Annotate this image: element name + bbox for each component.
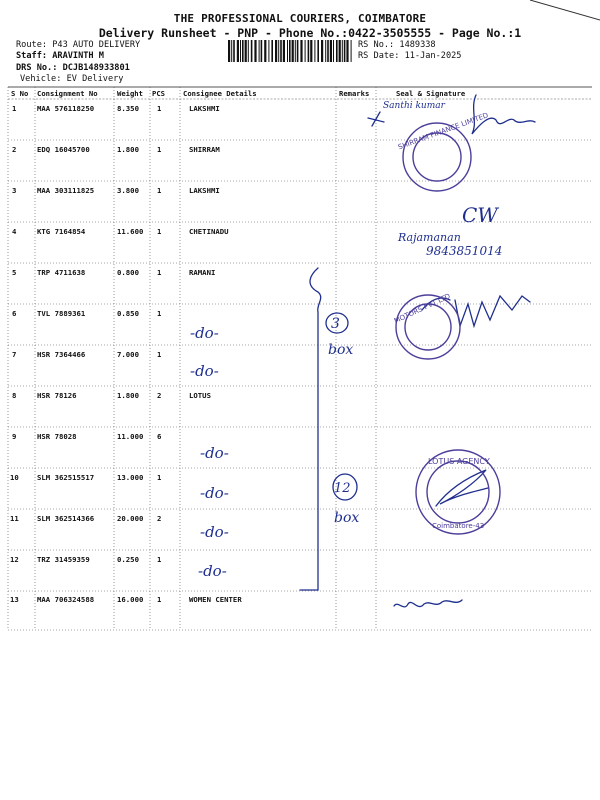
row-pcs: 1	[157, 555, 162, 564]
row-consignment: MAA 706324588	[37, 595, 95, 604]
box-note-2: box	[334, 510, 360, 526]
stamp3-sub: Coimbatore-43	[432, 522, 485, 530]
row-pcs: 2	[157, 391, 162, 400]
row-consignee: LAKSHMI	[189, 186, 220, 195]
row-pcs: 1	[157, 595, 162, 604]
route-label: Route: P43 AUTO DELIVERY	[16, 40, 141, 50]
row-sno: 6	[12, 309, 17, 318]
row-consignee: LOTUS	[189, 391, 211, 400]
row-pcs: 1	[157, 227, 162, 236]
ditto-row6: -do-	[190, 324, 219, 342]
box-note-1: box	[328, 342, 354, 358]
rs-number: RS No.: 1489338	[358, 40, 436, 50]
stamp3-text: LOTUS AGENCY	[428, 457, 490, 466]
row-weight: 0.250	[117, 555, 139, 564]
row-pcs: 1	[157, 473, 162, 482]
stamp2-text: MOTORS PVT LTD	[392, 292, 452, 326]
signature-row10	[436, 470, 488, 506]
ditto-row9: -do-	[200, 444, 229, 462]
row-sno: 4	[12, 227, 17, 236]
row-consignment: TRP 4711638	[37, 268, 86, 277]
drs-label: DRS No.: DCJB148933801	[16, 63, 130, 73]
row-pcs: 1	[157, 268, 162, 277]
ditto-row11: -do-	[200, 523, 229, 541]
col-header-seal: Seal & Signature	[396, 89, 466, 98]
row-consignment: MAA 303111825	[37, 186, 95, 195]
signature-row13	[394, 600, 462, 607]
row-consignment: KTG 7164854	[37, 227, 86, 236]
row-sno: 1	[12, 104, 17, 113]
vehicle-label: Vehicle: EV Delivery	[20, 74, 124, 84]
row-consignment: TVL 7889361	[37, 309, 86, 318]
cross-mark	[368, 112, 384, 126]
row-consignment: TRZ 31459359	[37, 555, 90, 564]
ditto-row12: -do-	[198, 562, 227, 580]
col-header-consignee: Consignee Details	[183, 89, 257, 98]
row-sno: 8	[12, 391, 17, 400]
row-weight: 11.600	[117, 227, 144, 236]
row-sno: 2	[12, 145, 17, 154]
row-consignee: RAMANI	[189, 268, 216, 277]
row-weight: 0.800	[117, 268, 139, 277]
row-sno: 12	[10, 555, 19, 564]
row-consignee: CHETINADU	[189, 227, 229, 236]
row-weight: 8.350	[117, 104, 139, 113]
row-pcs: 1	[157, 350, 162, 359]
row-pcs: 1	[157, 309, 162, 318]
name-row4: Rajamanan	[398, 231, 461, 244]
runsheet-subtitle: Delivery Runsheet - PNP - Phone No.:0422-3505555 - Page No.:1	[98, 26, 522, 40]
row-consignment: MAA 576118250	[37, 104, 95, 113]
stamp1-text: SHIRRAM FINANCE LIMITED	[397, 111, 490, 152]
row-consignment: HSR 78028	[37, 432, 77, 441]
rs-date: RS Date: 11-Jan-2025	[358, 51, 462, 61]
row-pcs: 2	[157, 514, 162, 523]
row-consignee: SHIRRAM	[189, 145, 220, 154]
row-consignment: HSR 7364466	[37, 350, 86, 359]
sign-name-row1: Santhi kumar	[383, 101, 445, 111]
row-pcs: 1	[157, 186, 162, 195]
row-sno: 9	[12, 432, 17, 441]
row-weight: 3.800	[117, 186, 139, 195]
col-header-sno: S No	[11, 89, 29, 98]
col-header-pcs: PCS	[152, 89, 165, 98]
row-weight: 20.000	[117, 514, 144, 523]
cw-note: CW	[462, 203, 498, 227]
row-sno: 3	[12, 186, 17, 195]
ditto-row7: -do-	[190, 362, 219, 380]
phone-note: 9843851014	[426, 244, 503, 258]
company-title: THE PROFESSIONAL COURIERS, COIMBATORE	[173, 12, 427, 25]
row-sno: 5	[12, 268, 17, 277]
count-12: 12	[334, 481, 351, 496]
row-pcs: 1	[157, 145, 162, 154]
row-weight: 13.000	[117, 473, 144, 482]
row-weight: 11.000	[117, 432, 144, 441]
row-weight: 1.800	[117, 145, 139, 154]
col-header-weight: Weight	[117, 89, 143, 98]
row-sno: 13	[10, 595, 19, 604]
row-consignment: SLM 362514366	[37, 514, 95, 523]
row-consignee: LAKSHMI	[189, 104, 220, 113]
row-weight: 0.850	[117, 309, 139, 318]
row-sno: 10	[10, 473, 19, 482]
row-consignment: HSR 78126	[37, 391, 77, 400]
bracket-line	[300, 268, 321, 590]
row-pcs: 6	[157, 432, 162, 441]
row-weight: 16.000	[117, 595, 144, 604]
ditto-row10: -do-	[200, 484, 229, 502]
row-sno: 11	[10, 514, 19, 523]
row-weight: 1.800	[117, 391, 139, 400]
row-pcs: 1	[157, 104, 162, 113]
row-weight: 7.000	[117, 350, 139, 359]
row-sno: 7	[12, 350, 17, 359]
count-3: 3	[331, 316, 340, 332]
col-header-remarks: Remarks	[339, 89, 370, 98]
row-consignee: WOMEN CENTER	[189, 595, 242, 604]
col-header-consignment: Consignment No	[37, 89, 98, 98]
row-consignment: SLM 362515517	[37, 473, 95, 482]
staff-label: Staff: ARAVINTH M	[16, 51, 104, 61]
row-consignment: EDQ 16045700	[37, 145, 90, 154]
